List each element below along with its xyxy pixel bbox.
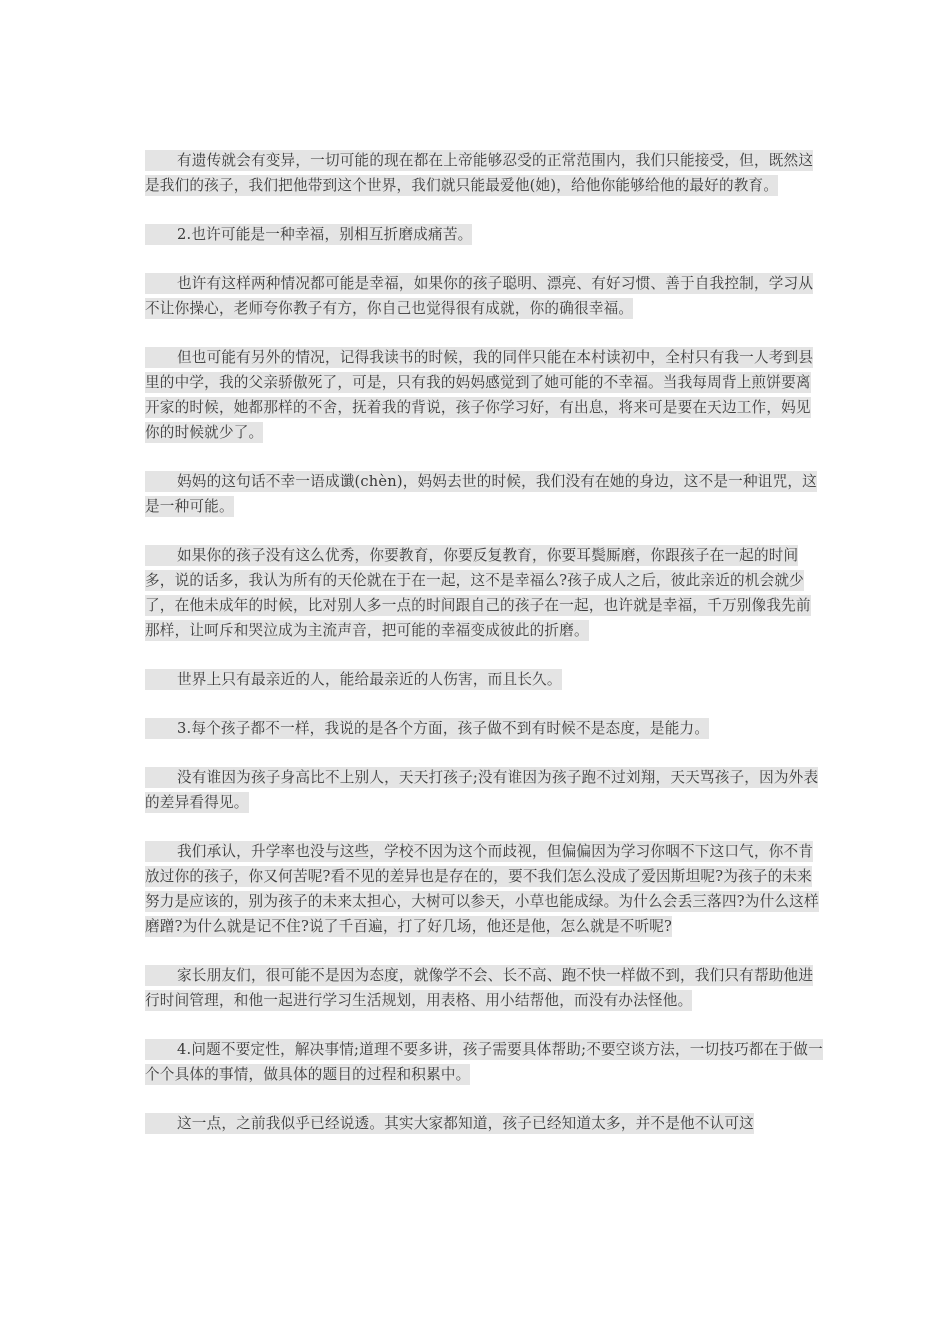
paragraph-6-text: 如果你的孩子没有这么优秀，你要教育，你要反复教育，你要耳鬓厮磨，你跟孩子在一起的时间多，说的话多，我认为所有的天伦就在于在一起，这不是幸福么?孩子成人之后，彼此亲近的机会就少了，在他未成年的时候，比对别人多一点的时间跟自己的孩子在一起，也许就是幸福，千万别像我先前那样，让呵斥和哭泣成为主流声音，把可能的幸福变成彼此的折磨。	[145, 547, 811, 639]
paragraph-3	[145, 271, 825, 321]
paragraph-10	[145, 839, 825, 939]
document-body	[145, 148, 825, 1160]
paragraph-9-text: 没有谁因为孩子身高比不上别人，天天打孩子;没有谁因为孩子跑不过刘翔，天天骂孩子，因为外表的差异看得见。	[145, 769, 819, 811]
paragraph-13	[145, 1111, 825, 1136]
paragraph-2-heading	[145, 222, 825, 247]
paragraph-7-text: 世界上只有最亲近的人，能给最亲近的人伤害，而且长久。	[145, 669, 562, 690]
paragraph-13-text: 这一点，之前我似乎已经说透。其实大家都知道，孩子已经知道太多，并不是他不认可这	[145, 1113, 754, 1134]
paragraph-8-heading	[145, 716, 825, 741]
paragraph-2-text: 2.也许可能是一种幸福，别相互折磨成痛苦。	[145, 224, 472, 245]
paragraph-4	[145, 345, 825, 445]
paragraph-12-heading	[145, 1037, 825, 1087]
paragraph-6	[145, 543, 825, 643]
paragraph-7	[145, 667, 825, 692]
paragraph-1-text: 有遗传就会有变异，一切可能的现在都在上帝能够忍受的正常范围内，我们只能接受，但，既然这是我们的孩子，我们把他带到这个世界，我们就只能最爱他(她)，给他你能够给他的最好的教育。	[145, 152, 814, 194]
paragraph-9	[145, 765, 825, 815]
paragraph-10-text: 我们承认，升学率也没与这些，学校不因为这个而歧视，但偏偏因为学习你咽不下这口气，你不肯放过你的孩子，你又何苦呢?看不见的差异也是存在的，要不我们怎么没成了爱因斯坦呢?为孩子的未来努力是应该的，别为孩子的未来太担心，大树可以参天，小草也能成绿。为什么会丢三落四?为什么这样磨蹭?为什么就是记不住?说了千百遍，打了好几场，他还是他，怎么就是不听呢?	[145, 843, 819, 935]
paragraph-4-text: 但也可能有另外的情况，记得我读书的时候，我的同伴只能在本村读初中，全村只有我一人考到县里的中学，我的父亲骄傲死了，可是，只有我的妈妈感觉到了她可能的不幸福。当我每周背上煎饼要离开家的时候，她都那样的不舍，抚着我的背说，孩子你学习好，有出息，将来可是要在天边工作，妈见你的时候就少了。	[145, 349, 814, 441]
paragraph-1	[145, 148, 825, 198]
paragraph-5-text: 妈妈的这句话不幸一语成谶(chèn)，妈妈去世的时候，我们没有在她的身边，这不是一种诅咒，这是一种可能。	[145, 473, 817, 515]
paragraph-8-text: 3.每个孩子都不一样，我说的是各个方面，孩子做不到有时候不是态度，是能力。	[145, 718, 709, 739]
paragraph-5	[145, 469, 825, 519]
paragraph-3-text: 也许有这样两种情况都可能是幸福，如果你的孩子聪明、漂亮、有好习惯、善于自我控制，学习从不让你操心，老师夸你教子有方，你自己也觉得很有成就，你的确很幸福。	[145, 275, 814, 317]
paragraph-11	[145, 963, 825, 1013]
paragraph-12-text: 4.问题不要定性，解决事情;道理不要多讲，孩子需要具体帮助;不要空谈方法，一切技巧都在于做一个个具体的事情，做具体的题目的过程和积累中。	[145, 1041, 823, 1083]
paragraph-11-text: 家长朋友们，很可能不是因为态度，就像学不会、长不高、跑不快一样做不到，我们只有帮助他进行时间管理，和他一起进行学习生活规划，用表格、用小结帮他，而没有办法怪他。	[145, 967, 814, 1009]
